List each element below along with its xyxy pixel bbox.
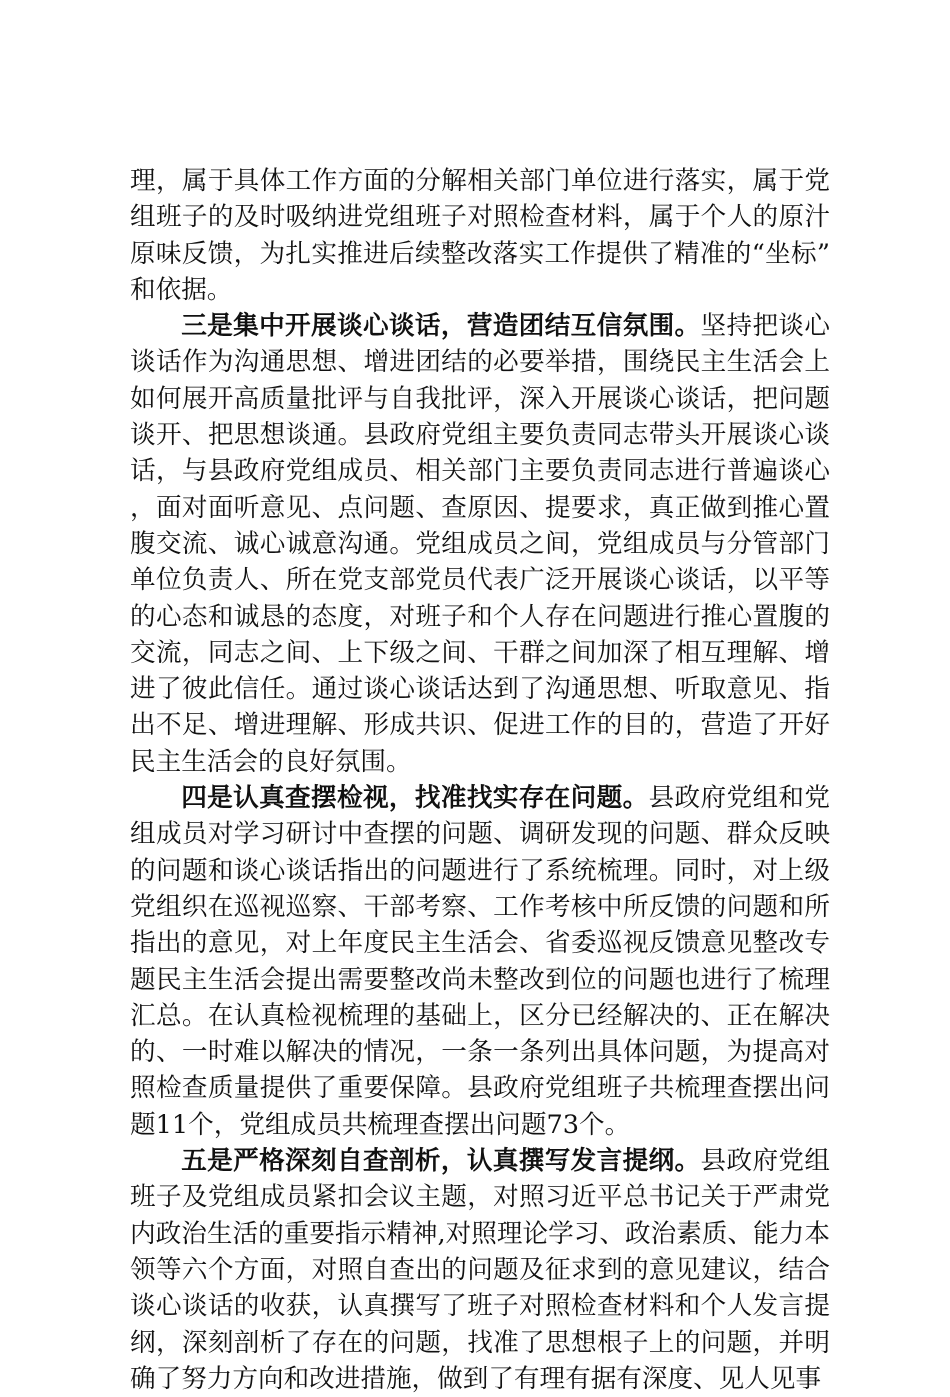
paragraph-1-text: 理，属于具体工作方面的分解相关部门单位进行落实，属于党组班子的及时吸纳进党组班子对照检查材料，属于个人的原汁原味反馈，为扎实推进后续整改落实工作提供了精准的“坐标”和依据。 (130, 166, 830, 305)
paragraph-2-text: 坚持把谈心谈话作为沟通思想、增进团结的必要举措，围绕民主生活会上如何展开高质量批评与自我批评，深入开展谈心谈话，把问题谈开、把思想谈通。县政府党组主要负责同志带头开展谈心谈话，与县政府党组成员、相关部门主要负责同志进行普遍谈心，面对面听意见、点问题、查原因、提要求，真正做到推心置腹交流、诚心诚意沟通。党组成员之间，党组成员与分管部门单位负责人、所在党支部党员代表广泛开展谈心谈话，以平等的心态和诚恳的态度，对班子和个人存在问题进行推心置腹的交流，同志之间、上下级之间、干群之间加深了相互理解、增进了彼此信任。通过谈心谈话达到了沟通思想、听取意见、指出不足、增进理解、形成共识、促进工作的目的，营造了开好民主生活会的良好氛围。 (130, 311, 830, 777)
paragraph-4-lead: 五是严格深刻自查剖析，认真撰写发言提纲。 (181, 1146, 701, 1177)
paragraph-2 (130, 308, 830, 780)
paragraph-1 (130, 163, 830, 308)
paragraph-2-lead: 三是集中开展谈心谈话，营造团结互信氛围。 (181, 311, 701, 342)
paragraph-3-text: 县政府党组和党组成员对学习研讨中查摆的问题、调研发现的问题、群众反映的问题和谈心谈话指出的问题进行了系统梳理。同时，对上级党组织在巡视巡察、干部考察、工作考核中所反馈的问题和所指出的意见，对上年度民主生活会、省委巡视反馈意见整改专题民主生活会提出需要整改尚未整改到位的问题也进行了梳理汇总。在认真检视梳理的基础上，区分已经解决的、正在解决的、一时难以解决的情况，一条一条列出具体问题，为提高对照检查质量提供了重要保障。县政府党组班子共梳理查摆出问题11个，党组成员共梳理查摆出问题73个。 (130, 783, 830, 1140)
paragraph-4 (130, 1143, 830, 1397)
document-body (130, 163, 830, 1397)
paragraph-4-text: 县政府党组班子及党组成员紧扣会议主题，对照习近平总书记关于严肃党内政治生活的重要指示精神,对照理论学习、政治素质、能力本领等六个方面，对照自查出的问题及征求到的意见建议，结合谈心谈话的收获，认真撰写了班子对照检查材料和个人发言提纲，深刻剖析了存在的问题，找准了思想根子上的问题，并明确了努力方向和改进措施，做到了有理有据有深度、见人见事 (130, 1146, 830, 1394)
paragraph-3-lead: 四是认真查摆检视，找准找实存在问题。 (181, 783, 649, 814)
paragraph-3 (130, 780, 830, 1143)
